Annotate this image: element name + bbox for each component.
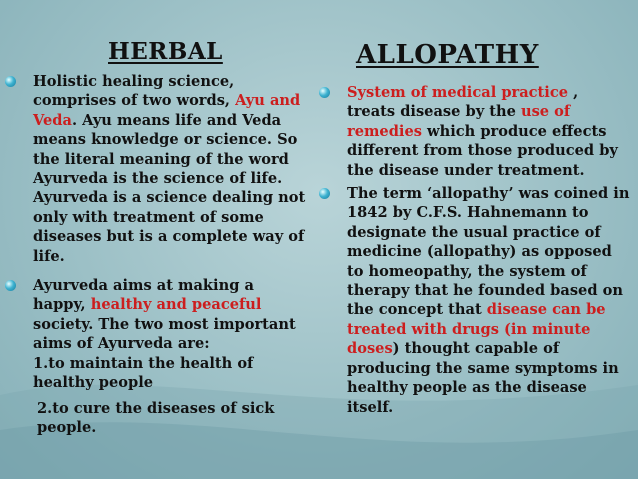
allopathy-column (319, 83, 631, 417)
allopathy-p1-text-rest: which produce effects different from those produced by the disease under treatment. (347, 122, 618, 179)
allopathy-p2-highlight: disease can be treated with drugs (in minute doses (347, 301, 606, 358)
herbal-p2-text: Ayurveda aims at making a happy, (33, 277, 254, 314)
herbal-bullet-1 (5, 72, 310, 266)
herbal-column (5, 72, 310, 437)
herbal-p1-text-rest: . Ayu means life and Veda means knowledge or science. So the literal meaning of the word Ayurveda is the science of life. Ayurveda is a science dealing not only with treatment of some diseases but is a complete way of life. (33, 111, 306, 265)
herbal-p1-text: Holistic healing science, comprises of two words, (33, 73, 236, 110)
herbal-p2-highlight: healthy and peaceful (90, 296, 262, 314)
herbal-bullet-2 (5, 276, 310, 437)
herbal-p1-highlight: Ayu and Veda (33, 92, 301, 129)
herbal-p2-text-rest: society. The two most important aims of Ayurveda are: (33, 315, 296, 353)
bullet-icon (319, 188, 330, 199)
herbal-aim-1: 1.to maintain the health of healthy people (33, 354, 254, 392)
herbal-heading: HERBAL (108, 38, 223, 65)
allopathy-p1-highlight: System of medical practice (347, 84, 569, 101)
bullet-icon (319, 87, 330, 98)
allopathy-p2-text: The term ‘allopathy’ was coined in 1842 by C.F.S. Hahnemann to designate the usual practice of medicine (allopathy) as opposed to homeopathy, the system of therapy that he founded based on the concept that (347, 185, 630, 319)
herbal-aim-2: 2.to cure the diseases of sick people. (37, 399, 275, 436)
allopathy-p1-highlight-2: use of remedies (347, 103, 571, 140)
allopathy-bullet-2 (319, 184, 631, 417)
bullet-icon (5, 280, 16, 291)
allopathy-p2-text-rest: ) thought capable of producing the same symptoms in healthy people as the disease itself. (347, 340, 619, 416)
bullet-icon (5, 76, 16, 87)
allopathy-p1-text: , treats disease by the (347, 84, 579, 121)
allopathy-heading: ALLOPATHY (356, 40, 539, 70)
allopathy-bullet-1 (319, 83, 631, 180)
